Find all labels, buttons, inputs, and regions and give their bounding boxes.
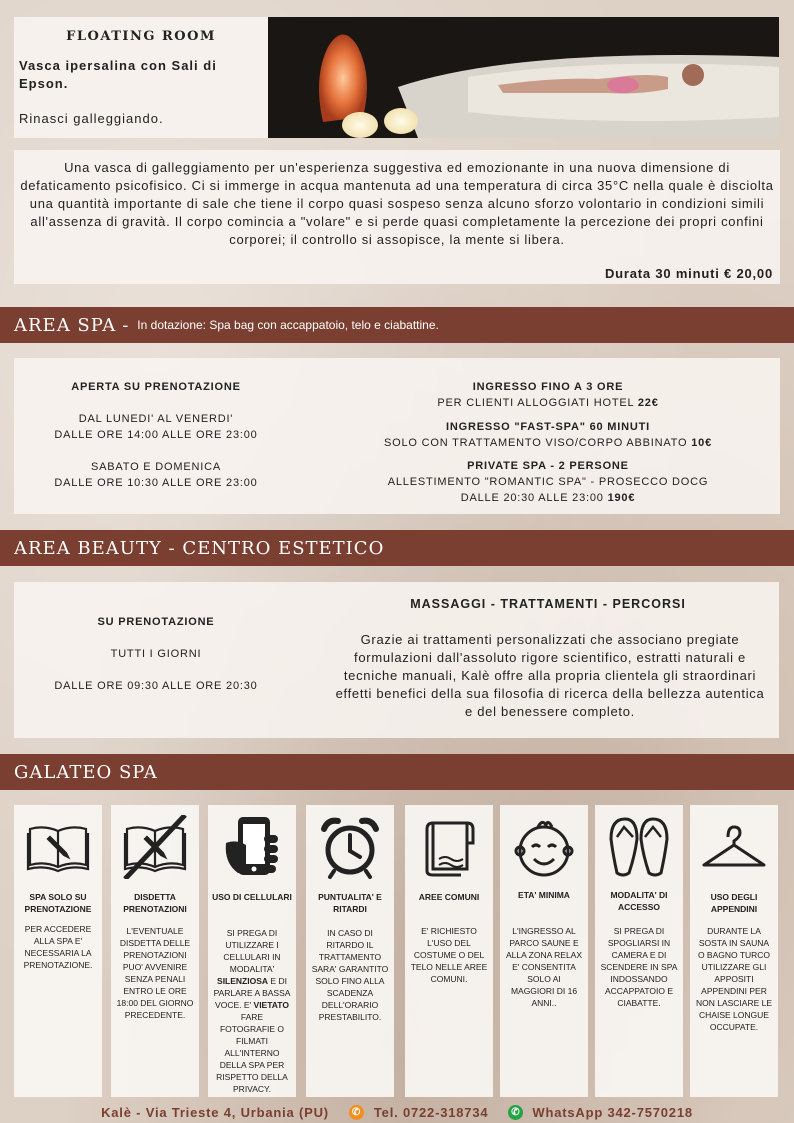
- floating-description-card: [14, 150, 780, 284]
- spa-offer-2-detail: SOLO CON TRATTAMENTO VISO/CORPO ABBINATO 10€: [383, 437, 712, 449]
- rule-punctuality-title: PUNTUALITA' E RITARDI: [318, 892, 382, 914]
- rule-hangers-text: DURANTE LA SOSTA IN SAUNA O BAGNO TURCO UTILIZZARE GLI APPOSITI APPENDINI PER NON LASCIARE LE CHAISE LONGUE OCCUPATE.: [695, 926, 773, 1032]
- footer-whatsapp-number: WhatsApp 342-7570218: [532, 1104, 693, 1120]
- floating-duration-price: Durata 30 minuti € 20,00: [604, 266, 773, 281]
- area-spa-heading: AREA SPA: [14, 314, 117, 336]
- galateo-heading: GALATEO SPA: [14, 761, 158, 783]
- towel-icon: [417, 815, 481, 879]
- phone-in-hand-icon: [220, 815, 284, 879]
- spa-booking-label: APERTA SU PRENOTAZIONE: [71, 381, 241, 393]
- rule-minimum-age-text: L'INGRESSO AL PARCO SAUNE E ALLA ZONA RELAX E' CONSENTITA SOLO AI MAGGIORI DI 16 ANNI..: [505, 926, 583, 1008]
- rule-phones-title: USO DI CELLULARI: [212, 892, 292, 902]
- beauty-info-card: [14, 582, 779, 738]
- phone-icon: ✆: [349, 1105, 364, 1120]
- spa-offer-3-title: PRIVATE SPA - 2 PERSONE: [467, 460, 629, 472]
- spa-weekday-hours: DALLE ORE 14:00 ALLE ORE 23:00: [54, 429, 258, 441]
- spa-offer-2-title: INGRESSO "FAST-SPA" 60 MINUTI: [446, 421, 650, 433]
- rule-cancellation: [111, 805, 199, 1097]
- rule-access-mode-text: SI PREGA DI SPOGLIARSI IN CAMERA E DI SCENDERE IN SPA INDOSSANDO ACCAPPATOIO E CIABATTE.: [600, 926, 678, 1008]
- rule-common-areas-title: AREE COMUNI: [418, 892, 480, 902]
- child-face-icon: [512, 815, 576, 879]
- area-spa-dash: -: [122, 314, 130, 336]
- rule-common-areas: [405, 805, 493, 1097]
- spa-prices: [336, 379, 760, 506]
- rule-hangers: [690, 805, 778, 1097]
- area-beauty-heading: AREA BEAUTY - CENTRO ESTETICO: [14, 537, 385, 559]
- rule-cancellation-text: L'EVENTUALE DISDETTA DELLE PRENOTAZIONI PUO' AVVENIRE SENZA PENALI ENTRO LE ORE 18:00 DEL GIORNO PRECEDENTE.: [116, 926, 194, 1020]
- footer-address: Kalè - Via Trieste 4, Urbania (PU): [101, 1104, 329, 1120]
- rule-cancellation-title: DISDETTA PRENOTAZIONI: [123, 892, 187, 914]
- footer-whatsapp[interactable]: [508, 1105, 693, 1120]
- rule-punctuality: [306, 805, 394, 1097]
- crossed-book-icon: [123, 815, 187, 879]
- rule-minimum-age-title: ETA' MINIMA: [518, 890, 570, 900]
- footer-phone[interactable]: [349, 1105, 488, 1120]
- rule-phones: [208, 805, 296, 1097]
- floating-description: Una vasca di galleggiamento per un'esperienza suggestiva ed emozionante in una nuova dimensione di defaticamento psicofisico. Ci si immerge in acqua mantenuta ad una temperatura di circa 35°C nella quale è disciolta una quantità importante di sale che tiene il corpo quasi sospeso senza alcuno sforzo volontario in condizioni simili all'assenza di gravità. Il corpo comincia a "volare" e si perde quasi completamente la percezione dei propri confini corporei; il controllo si assopisce, la mente si libera.: [20, 160, 774, 247]
- area-beauty-band: [0, 530, 794, 566]
- galateo-band: [0, 754, 794, 790]
- rule-phones-text: SI PREGA DI UTILIZZARE I CELLULARI IN MODALITA' SILENZIOSA E DI PARLARE A BASSA VOCE. E' VIETATO FARE FOTOGRAFIE O FILMATI ALL'INTERNO DELLA SPA PER RISPETTO DELLA PRIVACY.: [213, 928, 291, 1094]
- footer-phone-number: Tel. 0722-318734: [373, 1104, 489, 1120]
- spa-weekend-label: SABATO E DOMENICA: [91, 461, 221, 473]
- rule-access-mode: [595, 805, 683, 1097]
- spa-offer-2-price: 10€: [691, 437, 712, 449]
- floating-room-title: FLOATING ROOM: [66, 29, 216, 44]
- beauty-time: DALLE ORE 09:30 ALLE ORE 20:30: [54, 680, 258, 692]
- spa-offer-1-title: INGRESSO FINO A 3 ORE: [472, 381, 624, 393]
- rule-hangers-title: USO DEGLI APPENDINI: [710, 892, 758, 914]
- beauty-services-text: Grazie ai trattamenti personalizzati che associano pregiate formulazioni dall'assoluto rigore scientifico, estratti naturali e tecniche manuali, Kalè offre alla propria clientela gli straordinari effetti benefici della sua filosofia di ricerca della bellezza autentica e del benessere completo.: [335, 632, 765, 719]
- spa-weekend-hours: DALLE ORE 10:30 ALLE ORE 23:00: [54, 477, 258, 489]
- spa-offer-3-detail: ALLESTIMENTO "ROMANTIC SPA" - PROSECCO DOCG: [387, 476, 709, 488]
- rule-common-areas-text: E' RICHIESTO L'USO DEL COSTUME O DEL TELO NELLE AREE COMUNI.: [410, 926, 488, 984]
- open-book-pencil-icon: [26, 815, 90, 879]
- rule-booking-only-text: PER ACCEDERE ALLA SPA E' NECESSARIA LA PRENOTAZIONE.: [23, 924, 93, 970]
- whatsapp-icon: ✆: [508, 1105, 523, 1120]
- spa-offer-3-price: 190€: [607, 492, 636, 504]
- floating-room-subtitle: Vasca ipersalina con Sali di Epson.: [19, 58, 217, 91]
- beauty-booking-label: SU PRENOTAZIONE: [97, 616, 215, 628]
- spa-offer-1-detail: PER CLIENTI ALLOGGIATI HOTEL 22€: [437, 397, 659, 409]
- spa-weekday-label: DAL LUNEDI' AL VENERDI': [78, 413, 234, 425]
- floating-room-card: [14, 17, 268, 138]
- rule-booking-only: [14, 805, 102, 1097]
- hanger-icon: [702, 815, 766, 879]
- spa-info-card: [14, 358, 780, 514]
- flip-flops-icon: [607, 815, 671, 879]
- rule-access-mode-title: MODALITA' DI ACCESSO: [610, 890, 668, 912]
- area-spa-band: [0, 307, 794, 343]
- contact-footer: [0, 1101, 794, 1123]
- spa-offer-1-price: 22€: [637, 397, 659, 409]
- beauty-hours: [14, 614, 298, 694]
- alarm-clock-icon: [318, 815, 382, 879]
- rule-booking-only-title: SPA SOLO SU PRENOTAZIONE: [24, 892, 92, 914]
- beauty-services-title: MASSAGGI - TRATTAMENTI - PERCORSI: [410, 597, 686, 611]
- rule-minimum-age: [500, 805, 588, 1097]
- spa-hours: [14, 379, 298, 491]
- floating-room-photo: [268, 17, 779, 138]
- spa-offer-3-time: DALLE 20:30 ALLE 23:00 190€: [460, 492, 636, 504]
- area-spa-note: In dotazione: Spa bag con accappatoio, telo e ciabattine.: [137, 318, 439, 332]
- beauty-days: TUTTI I GIORNI: [110, 648, 202, 660]
- floating-room-tagline: Rinasci galleggiando.: [19, 111, 164, 126]
- rule-punctuality-text: IN CASO DI RITARDO IL TRATTAMENTO SARA' GARANTITO SOLO FINO ALLA SCADENZA DELL'ORARIO PRESTABILITO.: [311, 928, 389, 1022]
